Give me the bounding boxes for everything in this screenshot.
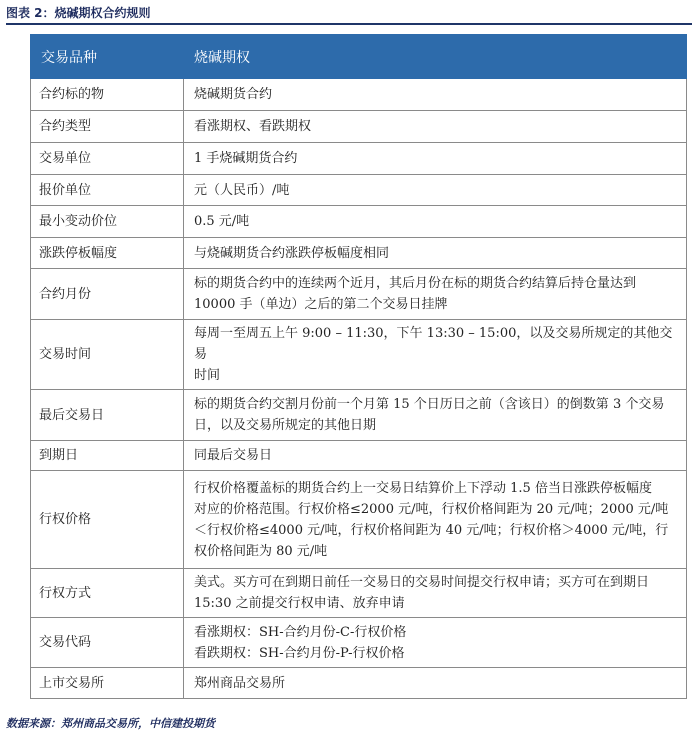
table-row [31,143,687,175]
row-label: 报价单位 [31,175,184,206]
table-row [31,206,687,238]
row-label: 交易单位 [31,143,184,175]
table-row [31,111,687,143]
table-row [31,79,687,111]
row-label: 上市交易所 [31,668,184,699]
row-value-line: 每周一至周五上午 9:00 – 11:30，下午 13:30 – 15:00，以及交易所规定的其他交易 [194,326,673,362]
row-value [184,618,687,668]
row-value-line: 标的期货合约中的连续两个近月，其后月份在标的期货合约结算后持仓量达到 [194,276,637,291]
table-row [31,320,687,390]
row-label: 最小变动价位 [31,206,184,238]
row-value [184,206,687,238]
table-row [31,390,687,441]
row-value [184,471,687,569]
table-title: 图表 2：烧碱期权合约规则 [6,6,151,20]
header-cell-product: 烧碱期权 [184,35,687,79]
row-label: 合约标的物 [31,79,184,111]
table-row [31,175,687,206]
row-value-line: 同最后交易日 [194,448,273,463]
row-label: 行权方式 [31,569,184,618]
table-row [31,471,687,569]
row-label: 合约月份 [31,269,184,320]
row-label: 最后交易日 [31,390,184,441]
row-value-line: 看涨期权：SH-合约月份-C-行权价格 [194,624,407,640]
row-label: 合约类型 [31,111,184,143]
header-cell-item: 交易品种 [31,35,184,79]
option-rules-table [30,34,687,699]
row-value-line: 与烧碱期货合约涨跌停板幅度相同 [194,245,390,261]
row-value-line: 日，以及交易所规定的其他日期 [194,418,377,433]
row-value-line: 行权价格覆盖标的期货合约上一交易日结算价上下浮动 1.5 倍当日涨跌停板幅度 [194,480,652,496]
row-value [184,390,687,441]
row-value [184,441,687,471]
row-value [184,668,687,699]
table-row [31,441,687,471]
row-label: 行权价格 [31,471,184,569]
row-value [184,569,687,618]
row-value-line: 看涨期权、看跌期权 [194,119,312,134]
row-value-line: 15:30 之前提交行权申请、放弃申请 [194,596,405,611]
row-value-line: 美式。买方可在到期日前任一交易日的交易时间提交行权申请；买方可在到期日 [194,575,650,590]
row-value-line: 时间 [194,368,221,383]
data-source-note: 数据来源：郑州商品交易所，中信建投期货 [6,717,215,730]
table-body [31,79,687,699]
row-value [184,269,687,320]
row-value [184,175,687,206]
row-value-line: 对应的价格范围。行权价格≤2000 元/吨，行权价格间距为 20 元/吨；2000 元/吨 [194,501,669,517]
row-label: 交易代码 [31,618,184,668]
row-value [184,238,687,269]
table-row [31,668,687,699]
table-header-row [31,35,687,79]
row-value [184,143,687,175]
title-divider [6,23,692,25]
table-row [31,238,687,269]
row-value-line: 烧碱期货合约 [194,87,273,102]
table-row [31,618,687,668]
row-value-line: 标的期货合约交割月份前一个月第 15 个日历日之前（含该日）的倒数第 3 个交易 [194,397,665,412]
row-value-line: 1 手烧碱期货合约 [194,151,298,166]
row-label: 涨跌停板幅度 [31,238,184,269]
row-value-line: 10000 手（单边）之后的第二个交易日挂牌 [194,297,448,312]
row-value [184,320,687,390]
row-value-line: 郑州商品交易所 [194,675,286,691]
table-row [31,269,687,320]
row-value [184,79,687,111]
row-value-line: 看跌期权：SH-合约月份-P-行权价格 [194,645,405,661]
row-label: 交易时间 [31,320,184,390]
row-value-line: 元（人民币）/吨 [194,182,290,198]
row-value [184,111,687,143]
row-value-line: 0.5 元/吨 [194,214,250,229]
row-label: 到期日 [31,441,184,471]
row-value-line: ＜行权价格≤4000 元/吨，行权价格间距为 40 元/吨；行权价格＞4000 元/吨，行 [194,522,669,538]
table-row [31,569,687,618]
row-value-line: 权价格间距为 80 元/吨 [194,543,328,559]
